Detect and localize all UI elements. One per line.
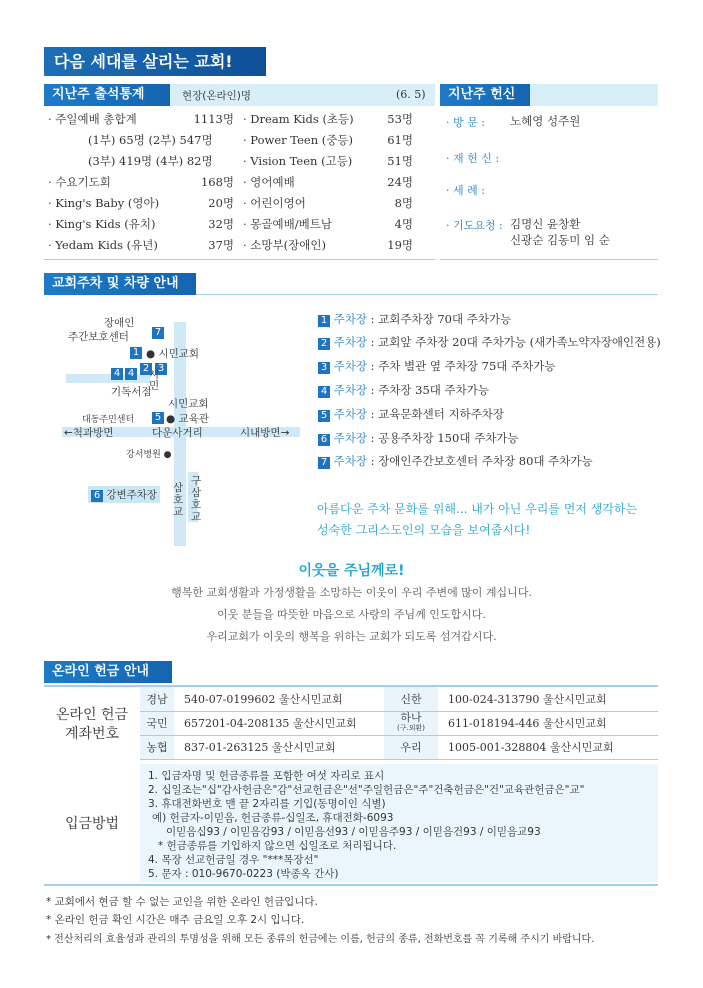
method-line: 3. 휴대전화번호 맨 끝 2자리를 기입(동명이인 식별) xyxy=(148,798,386,810)
map-disabled-center: 주간보호센터 xyxy=(68,331,129,343)
map-civic-church-2: 시민교회 xyxy=(168,398,209,410)
neighbor-title: 이웃을 주님께로! xyxy=(298,563,405,579)
note-line: * 교회에서 현금 할 수 없는 교인을 위한 온라인 헌금입니다. xyxy=(46,896,318,908)
method-line: 예) 헌금자-이믿음, 헌금종류-십일조, 휴대전화-6093 xyxy=(152,812,394,824)
att-right-row: · 몽골예배/베트남 4명 xyxy=(243,217,413,231)
map-marker-3: 3 xyxy=(155,363,167,375)
map-to-city: 시내방면→ xyxy=(240,427,290,439)
attendance-site-label: 현장(온라인)명 xyxy=(182,90,252,102)
att-left-row: · King's Baby (영아) 20명 xyxy=(48,196,234,210)
neighbor-line2: 이웃 분들을 따뜻한 마음으로 사랑의 주님께 인도합시다. xyxy=(217,608,486,621)
attendance-date: (6. 5) xyxy=(396,88,426,101)
att-right-row: · 소망부(장애인) 19명 xyxy=(243,238,413,252)
bank-row: 국민 657201-04-208135 울산시민교회 하나 (구.외환) 611-018194-446 울산시민교회 xyxy=(140,711,658,735)
dedication-title: 지난주 헌신 xyxy=(440,84,530,106)
att-left-row: · 주일예배 총합계 1113명 xyxy=(48,112,234,126)
prayer-label: · 기도요청 : xyxy=(446,219,503,232)
parking-item: 2 주차장 : 교회앞 주차장 20대 주차가능 (새가족노약자장애인전용) xyxy=(318,334,661,350)
bank-row: 농협 837-01-263125 울산시민교회 우리 1005-001-328804 울산시민교회 xyxy=(140,735,658,759)
map-marker-5: 5 xyxy=(152,412,164,424)
parking-item: 7 주차장 : 장애인주간보호센터 주차장 80대 주차가능 xyxy=(318,453,593,469)
parking-title: 교회주차 및 차량 안내 xyxy=(44,273,196,295)
map-gusamho-bridge: 구삼호교 xyxy=(191,475,202,523)
map-civic-vertical: 시민 xyxy=(149,369,160,392)
map-marker-7: 7 xyxy=(152,327,164,339)
method-line: 이믿음십93 / 이믿음감93 / 이믿음선93 / 이믿음주93 / 이믿음건93 / 이믿음교93 xyxy=(166,826,541,838)
visit-label: · 방 문 : xyxy=(446,116,485,129)
neighbor-line1: 행복한 교회생활과 가정생활을 소망하는 이웃이 우리 주변에 많이 계십니다. xyxy=(171,586,532,599)
map-daedong-center: 대동주민센터 xyxy=(82,415,135,425)
att-right-row: · Power Teen (중등) 61명 xyxy=(243,133,413,147)
baptism-label: · 세 례 : xyxy=(446,184,485,197)
map-marker-4: 4 xyxy=(111,368,123,380)
map-samho-bridge: 삼호교 xyxy=(173,482,184,518)
method-line: 5. 문자 : 010-9670-0223 (박종옥 간사) xyxy=(148,868,339,880)
att-left-row: · King's Kids (유치) 32명 xyxy=(48,217,234,231)
att-left-row: · Yedam Kids (유년) 37명 xyxy=(48,238,234,252)
visit-value: 노혜영 성주원 xyxy=(510,114,581,128)
map-road xyxy=(66,374,150,383)
map-daun-intersection: 다운사거리 xyxy=(152,427,203,439)
map-marker-2: 2 xyxy=(140,363,152,375)
parking-item: 5 주차장 : 교육문화센터 지하주차장 xyxy=(318,406,504,422)
reregister-label: · 재 헌 신 : xyxy=(446,152,500,165)
map-disabled-center: 장애인 xyxy=(104,317,135,329)
att-right-row: · Vision Teen (고등) 51명 xyxy=(243,154,413,168)
bank-row: 경남 540-07-0199602 울산시민교회 신한 100-024-313790 울산시민교회 xyxy=(140,687,658,711)
page-banner: 다음 세대를 살리는 교회! xyxy=(44,47,266,76)
method-line: * 헌금종류를 기입하지 않으면 십일조로 처리됩니다. xyxy=(158,840,397,852)
method-line: 2. 십일조는"십"감사헌금은"감"선교헌금은"선"주일헌금은"주"건축헌금은"건"교육관헌금은"교" xyxy=(148,784,585,796)
parking-item: 4 주차장 : 주차장 35대 주차가능 xyxy=(318,382,489,398)
neighbor-line3: 우리교회가 이웃의 행복을 위하는 교회가 되도록 섬겨갑시다. xyxy=(206,630,497,643)
method-line: 4. 목장 선교헌금일 경우 "***목장선" xyxy=(148,854,319,866)
online-title: 온라인 헌금 안내 xyxy=(44,661,172,683)
parking-item: 6 주차장 : 공용주차장 150대 주차가능 xyxy=(318,430,519,446)
method-line: 1. 입금자명 및 헌금종류를 포함한 여섯 자리로 표시 xyxy=(148,770,385,782)
parking-message-line1: 아름다운 주차 문화를 위해... 내가 아닌 우리를 먼저 생각하는 xyxy=(317,502,638,516)
att-right-row: · 영어예배 24명 xyxy=(243,175,413,189)
note-line: * 전산처리의 효율성과 관리의 투명성을 위해 모든 종류의 헌금에는 이름, 헌금의 종류, 전화번호를 꼭 기록해 주시기 바랍니다. xyxy=(46,934,595,945)
att-right-row: · Dream Kids (초등) 53명 xyxy=(243,112,413,126)
dedication-bottom-rule xyxy=(440,259,658,260)
att-left-row: (1부) 65명 (2부) 547명 xyxy=(88,133,213,147)
map-education-hall: ● 교육관 xyxy=(166,413,209,425)
parking-message-line2: 성숙한 그리스도인의 모습을 보여줍시다! xyxy=(317,523,531,537)
account-label: 온라인 헌금 계좌번호 xyxy=(55,706,129,742)
att-left-row: (3부) 419명 (4부) 82명 xyxy=(88,154,213,168)
att-left-row: · 수요기도회 168명 xyxy=(48,175,234,189)
prayer-line2: 신광순 김동미 임 순 xyxy=(510,233,610,247)
parking-item: 1 주차장 : 교회주차장 70대 주차가능 xyxy=(318,311,511,327)
map-marker-4: 4 xyxy=(125,368,137,380)
attendance-bottom-rule xyxy=(44,259,435,260)
map-christian-bookstore: 기독서점 xyxy=(111,386,152,398)
parking-item: 3 주차장 : 주차 별관 옆 주차장 75대 주차가능 xyxy=(318,358,556,374)
prayer-line1: 김명신 윤창환 xyxy=(510,217,581,231)
note-line: * 온라인 헌금 확인 시간은 매주 금요일 오후 2시 입니다. xyxy=(46,914,305,926)
method-label: 입금방법 xyxy=(64,816,120,832)
attendance-title: 지난주 출석통계 xyxy=(44,84,170,106)
map-gangbyeon-parking: 6 강변주차장 xyxy=(88,486,160,503)
att-right-row: · 어린이영어 8명 xyxy=(243,196,413,210)
map-civic-church: ● 시민교회 xyxy=(146,348,200,360)
map-gangseo-hospital: 강서병원 ● xyxy=(126,450,172,460)
map-marker-1: 1 xyxy=(130,347,142,359)
online-bottom-rule xyxy=(44,884,658,886)
bank-table xyxy=(140,687,658,760)
map-to-cheokgwa: ←척과방면 xyxy=(64,427,114,439)
